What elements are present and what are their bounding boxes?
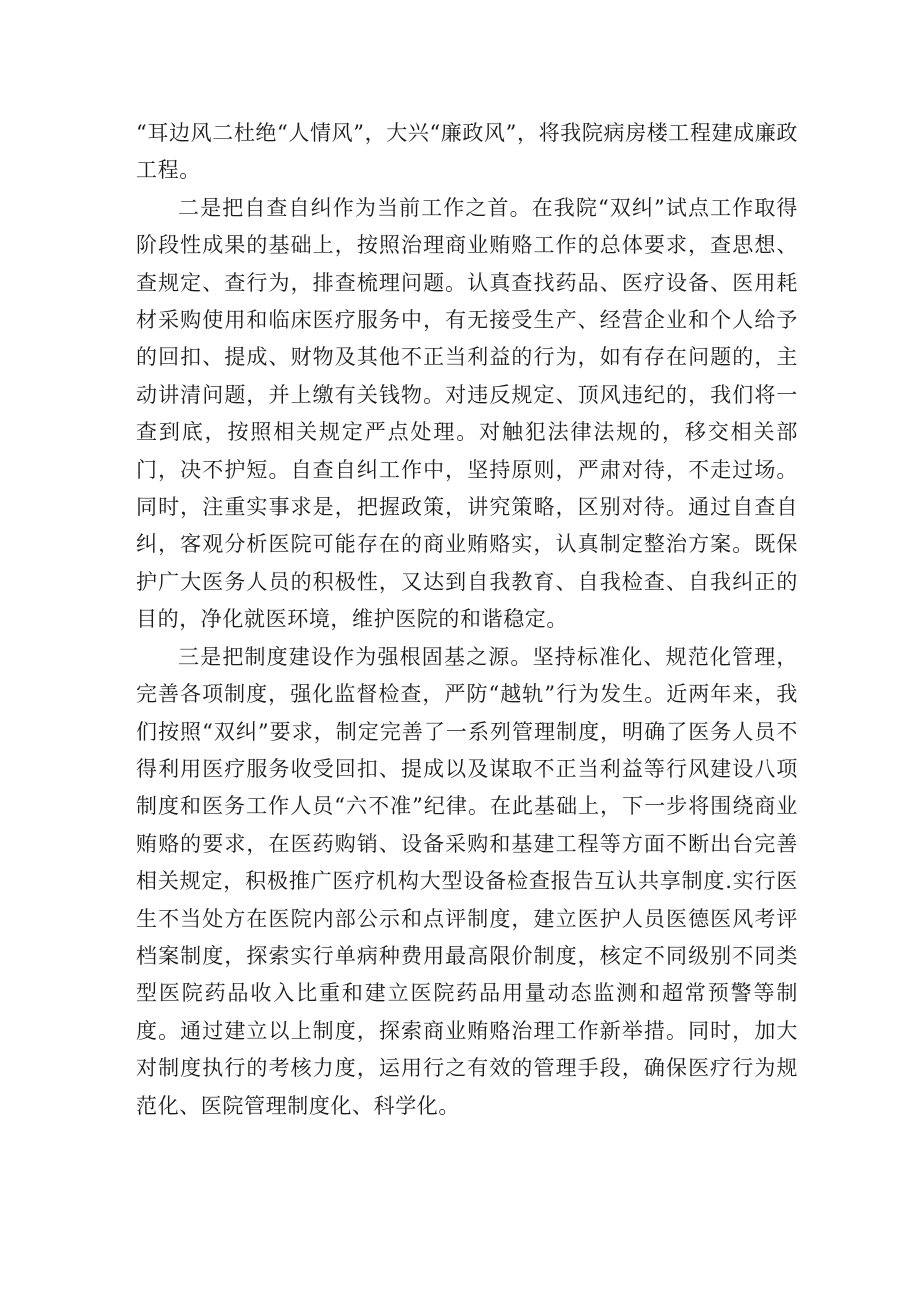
paragraph-self-inspection: 二是把自查自纠作为当前工作之首。在我院“双纠”试点工作取得阶段性成果的基础上，按照治理商业贿赂工作的总体要求，查思想、查规定、查行为，排查梳理问题。认真查找药品、医疗设备、医用耗材采购使用和临床医疗服务中，有无接受生产、经营企业和个人给予的回扣、提成、财物及其他不正当利益的行为，如有存在问题的，主动讲清问题，并上缴有关钱物。对违反规定、顶风违纪的，我们将一查到底，按照相关规定严点处理。对触犯法律法规的，移交相关部门，决不护短。自查自纠工作中，坚持原则，严肃对待，不走过场。同时，注重实事求是，把握政策，讲究策略，区别对待。通过自查自纠，客观分析医院可能存在的商业贿赂实，认真制定整治方案。既保护广大医务人员的积极性，又达到自我教育、自我检查、自我纠正的目的，净化就医环境，维护医院的和谐稳定。 xyxy=(136,195,798,632)
paragraph-continuation: “耳边风二杜绝“人情风”，大兴“廉政风”，将我院病房楼工程建成廉政工程。 xyxy=(136,121,798,183)
paragraph-system-building: 三是把制度建设作为强根固基之源。坚持标准化、规范化管理，完善各项制度，强化监督检查，严防“越轨”行为发生。近两年来，我们按照“双纠”要求，制定完善了一系列管理制度，明确了医务人员不得利用医疗服务收受回扣、提成以及谋取不正当利益等行风建设八项制度和医务工作人员“六不准”纪律。在此基础上，下一步将围绕商业贿赂的要求，在医药购销、设备采购和基建工程等方面不断出台完善相关规定，积极推广医疗机构大型设备检查报告互认共享制度.实行医生不当处方在医院内部公示和点评制度，建立医护人员医德医风考评档案制度，探索实行单病种费用最高限价制度，核定不同级别不同类型医院药品收入比重和建立医院药品用量动态监测和超常预警等制度。通过建立以上制度，探索商业贿赂治理工作新举措。同时，加大对制度执行的考核力度，运用行之有效的管理手段，确保医疗行为规范化、医院管理制度化、科学化。 xyxy=(136,644,798,1118)
document-body xyxy=(136,115,798,1125)
